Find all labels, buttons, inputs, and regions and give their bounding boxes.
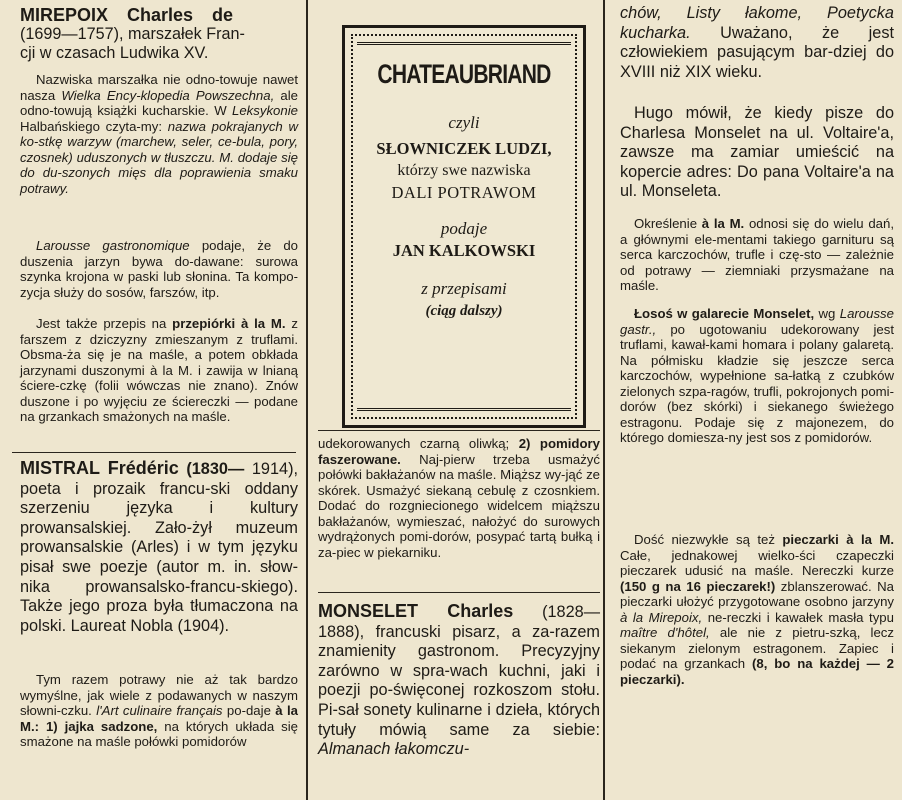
monselet-entry xyxy=(318,602,600,760)
monselet-text: 1888), francuski pisarz, a za-razem znamienity gastronom. Precyzyjny zarówno w spra-wach kuchni, jaki i poezji po-święconej rozkoszom stołu. Pi-sał sonety kulinarne i dzieła, których tytuły mówią same za siebie: xyxy=(318,622,600,739)
mirepoix-paragraph-2: Larousse gastronomique podaje, że do duszenia jarzyn bywa do-dawane: surowa szynka krojona w paski lub słonina. Ta kompo-zycja służy do sosów, farszów, itp. xyxy=(20,238,298,300)
mistral-text: 1914), poeta i prozaik francu-ski oddany szerzeniu języka i kultury prowansalskiej. Zało-żył muzeum prowansalskie (Arles) i w tym języku pisał swe poezje (autor m. in. słow-nika prowansalsko-francu-skiego). Także jego proza była tłumaczona na polski. Laureat Nobla (1904). xyxy=(20,460,299,635)
section-rule-mistral xyxy=(12,452,296,453)
box-content xyxy=(363,58,565,322)
monselet-headword: MONSELET Charles xyxy=(318,601,514,621)
box-bottom-rule xyxy=(318,430,600,431)
box-author: JAN KALKOWSKI xyxy=(392,241,536,260)
mirepoix-entry-head xyxy=(20,6,298,64)
okreslenie-paragraph: Określenie à la M. odnosi się do wielu dań, a głównymi ele-mentami takiego garnituru są serca karczochów, trufle i czę-sto — zależnie od potrawy — ziemniaki przysmażane na maśle. xyxy=(620,216,894,293)
box-ornament-bottom xyxy=(357,400,571,411)
section-rule-monselet xyxy=(318,592,600,593)
mistral-headword: MISTRAL Frédéric xyxy=(20,458,179,478)
column-rule-left xyxy=(306,0,308,800)
pieczarki-paragraph: Dość niezwykłe są też pieczarki à la M. Całe, jednakowej wielko-ści czapeczki pieczarek udusić na maśle. Nereczki kurze (150 g na 16 pieczarek!) zblanszerować. Na pieczarki ułożyć przygotowane osobno jarzyny à la Mirepoix, ne-reczki i kawałek masła typu maître d'hôtel, ale nie z pietru-szką, lecz siekanym zielonym estragonem. Zapiec i podać na grzankach (8, bo na każdej — 2 pieczarki). xyxy=(620,532,894,687)
mirepoix-paragraph-1: Nazwiska marszałka nie odno-towuje nawet nasza Wielka Ency-klopedia Powszechna, ale odno-towują książki kucharskie. W Leksykonie Halbańskiego czyta-my: nazwa pokrajanych w ko-stkę warzyw (marchew, seler, ce-bula, pory, czosnek) uduszonych w tłuszczu. M. dodaje się do du-szonych mięs dla poprawienia smaku potrawy. xyxy=(20,72,298,196)
series-title-box xyxy=(342,25,586,428)
losos-paragraph: Łosoś w galarecie Monselet, wg Larousse gastr., po ugotowaniu udekorowany jest truflami, kawał-kami homara i polany galaretą. Na półmisku kładzie się jeszcze serca karczochów, wypełnione sa-łatką z czubków zielonych szpa-ragów, trufli, pokrojonych pomi-dorów (bez skórki) i siekanego świeżego estragonu. Podaje się z majonezem, do którego domiesza-ny jest sos z pomidorów. xyxy=(620,306,894,445)
mirepoix-paragraph-3: Jest także przepis na przepiórki à la M. z farszem z dziczyzny zmieszanym z truflami. Obsma-ża się je na maśle, a potem obkłada jarzynami duszonymi à la M. i zawija w lnianą ściere-czkę (folii wówczas nie znano). Znów duszone i po wyjęciu ze ściereczki — podane na grzankach smażonych na maśle. xyxy=(20,316,298,424)
mistral-paragraph-2: Tym razem potrawy nie aż tak bardzo wymyślne, jak wiele z podawanych w naszym słowni-czku. l'Art culinaire français po-daje à la M.: 1) jajka sadzone, na których układa się smażone na maśle połówki pomidorów xyxy=(20,672,298,749)
box-czyli: czyli xyxy=(448,113,480,132)
box-ornament-top xyxy=(357,42,571,53)
column-rule-right xyxy=(603,0,605,800)
mistral-continuation: udekorowanych czarną oliwką; 2) pomidory faszerowane. Naj-pierw trzeba usmażyć połówki bakłażanów na maśle. Miąższ wy-jąć ze skórek. Usmażyć siekaną cebulę z czosnkiem. Dodać do rozgniecionego widelcem miąższu bakłażanów, wymieszać, nałożyć do surowych wydrążonych pomi-dorów, posypać tartą bułką i za-piec w piekarniku. xyxy=(318,436,601,560)
mirepoix-headword: MIREPOIX Charles de xyxy=(20,5,234,25)
mirepoix-line1: (1699—1757), marszałek Fran- xyxy=(20,25,245,44)
monselet-years: (1828— xyxy=(542,603,600,621)
box-line-1: SŁOWNICZEK LUDZI, xyxy=(376,139,552,158)
box-ciag-dalszy: (ciąg dalszy) xyxy=(425,303,503,319)
monselet-almanach: Almanach łakomczu- xyxy=(318,740,470,759)
hugo-paragraph: Hugo mówił, że kiedy pisze do Charlesa Monselet na ul. Voltaire'a, zawsze ma zamiar umieścić na kopercie adres: Do pana Voltaire'a na ul. Monseleta. xyxy=(620,104,894,201)
mistral-entry xyxy=(20,459,298,636)
box-line-2: którzy swe nazwiska xyxy=(397,162,531,179)
box-line-3: DALI POTRAWOM xyxy=(391,183,537,202)
monselet-continuation: chów, Listy łakome, Poetycka kucharka. Uważano, że jest człowiekiem pasującym bar-dziej do XVIII niż XIX wieku. xyxy=(620,4,894,81)
mirepoix-line2: cji w czasach Ludwika XV. xyxy=(20,44,209,63)
box-podaje: podaje xyxy=(440,219,488,238)
box-title: CHATEAUBRIAND xyxy=(377,59,551,89)
box-przepisami: z przepisami xyxy=(421,279,507,298)
mistral-years: (1830— xyxy=(186,460,245,478)
